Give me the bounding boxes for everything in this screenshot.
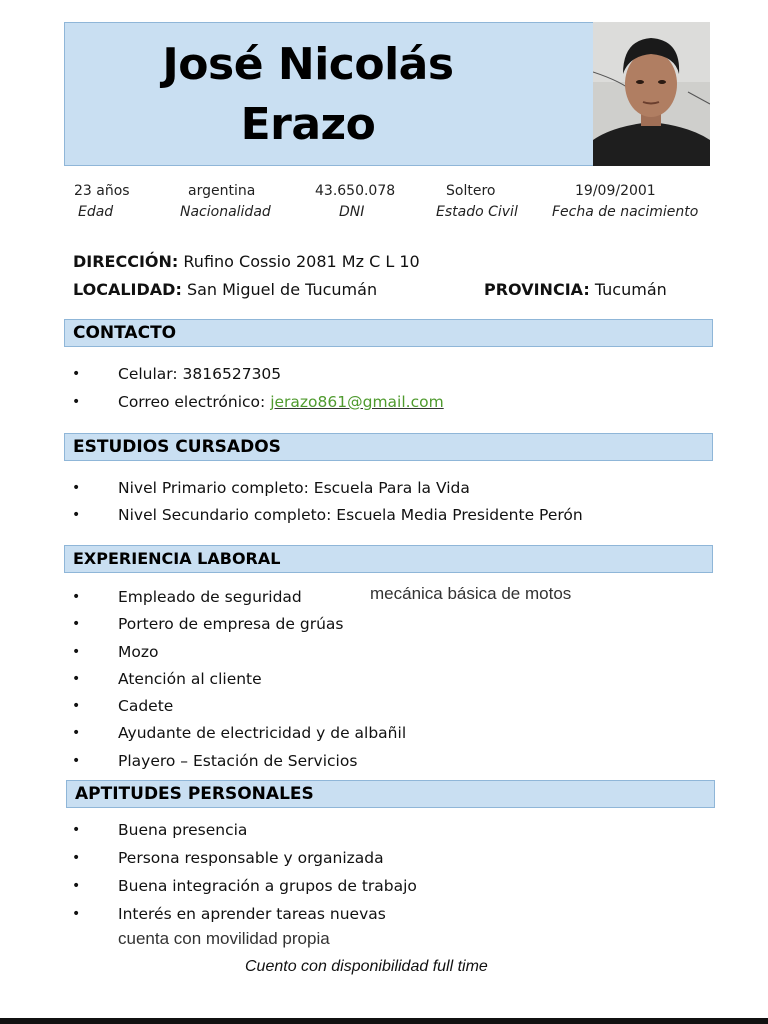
bullet-icon: • (72, 394, 81, 410)
full-name (65, 35, 551, 155)
civil-status-value: Soltero (446, 183, 496, 199)
bullet-icon: • (72, 616, 81, 632)
job-item: Portero de empresa de grúas (118, 615, 344, 633)
civil-status-label: Estado Civil (436, 204, 518, 220)
job-item: Cadete (118, 697, 174, 715)
section-aptitudes: APTITUDES PERSONALES (66, 780, 715, 808)
bullet-icon: • (72, 366, 81, 382)
province-label: PROVINCIA: (484, 280, 590, 299)
job-item: Ayudante de electricidad y de albañil (118, 724, 407, 742)
locality-line (73, 280, 377, 299)
birthdate-value: 19/09/2001 (575, 183, 656, 199)
bullet-icon: • (72, 906, 81, 922)
skill-item: Buena presencia (118, 821, 248, 839)
name-line-1: José Nicolás (162, 39, 454, 90)
bullet-icon: • (72, 507, 81, 523)
dni-value: 43.650.078 (315, 183, 396, 199)
name-line-2: Erazo (240, 99, 376, 150)
bullet-icon: • (72, 822, 81, 838)
handwritten-note: mecánica básica de motos (370, 584, 572, 603)
bullet-icon: • (72, 850, 81, 866)
birthdate-label: Fecha de nacimiento (552, 204, 699, 220)
nationality-label: Nacionalidad (180, 204, 271, 220)
section-contacto: CONTACTO (64, 319, 713, 347)
province-value: Tucumán (594, 280, 667, 299)
locality-value: San Miguel de Tucumán (186, 280, 378, 299)
bullet-icon: • (72, 589, 81, 605)
address-label: DIRECCIÓN: (73, 252, 179, 271)
phone-text: Celular: 3816527305 (118, 365, 282, 383)
address-value: Rufino Cossio 2081 Mz C L 10 (183, 252, 420, 271)
study-item: Nivel Secundario completo: Escuela Media Presidente Perón (118, 506, 583, 524)
availability-note: Cuento con disponibilidad full time (245, 958, 488, 975)
job-item: Mozo (118, 643, 159, 661)
bullet-icon: • (72, 753, 81, 769)
bullet-icon: • (72, 698, 81, 714)
province-line (484, 280, 667, 299)
skill-item: Interés en aprender tareas nuevas (118, 905, 386, 923)
section-estudios: ESTUDIOS CURSADOS (64, 433, 713, 461)
age-value: 23 años (74, 183, 130, 199)
dni-label: DNI (339, 204, 365, 220)
person-portrait-icon (593, 22, 710, 166)
section-experiencia: EXPERIENCIA LABORAL (64, 545, 713, 573)
bullet-icon: • (72, 480, 81, 496)
job-item: Empleado de seguridad (118, 588, 302, 606)
skill-item: Buena integración a grupos de trabajo (118, 877, 417, 895)
age-label: Edad (78, 204, 114, 220)
email-link[interactable]: jerazo861@gmail.com (270, 393, 444, 411)
handwritten-mobility-note: cuenta con movilidad propia (118, 929, 330, 948)
bullet-icon: • (72, 878, 81, 894)
email-line (118, 391, 444, 413)
study-item: Nivel Primario completo: Escuela Para la Vida (118, 479, 470, 497)
skill-item: Persona responsable y organizada (118, 849, 384, 867)
bullet-icon: • (72, 725, 81, 741)
nationality-value: argentina (188, 183, 256, 199)
job-item: Playero – Estación de Servicios (118, 752, 358, 770)
email-label: Correo electrónico: (118, 393, 266, 411)
bullet-icon: • (72, 644, 81, 660)
address-line (73, 252, 420, 271)
bottom-divider (0, 1018, 768, 1024)
bullet-icon: • (72, 671, 81, 687)
profile-photo (593, 22, 710, 166)
job-item: Atención al cliente (118, 670, 262, 688)
locality-label: LOCALIDAD: (73, 280, 182, 299)
